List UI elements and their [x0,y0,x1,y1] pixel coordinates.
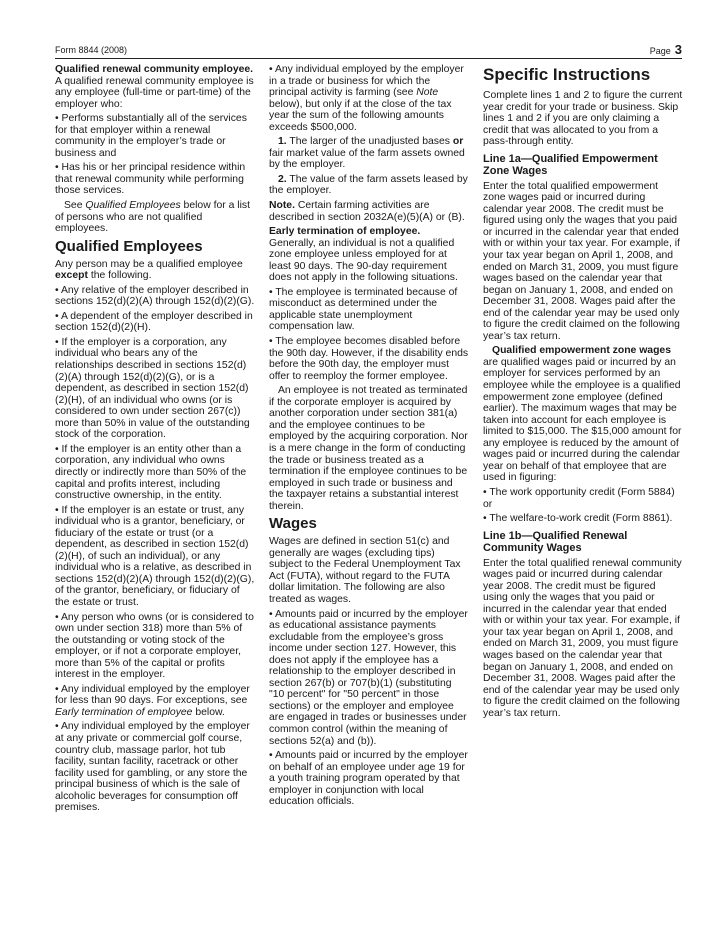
form-id: Form 8844 (2008) [55,45,128,55]
line-heading: Line 1a—Qualified Empowerment Zone Wages [483,152,658,178]
note: Note. Certain farming activities are described in section 2032A(e)(5)(A) or (B). [269,200,465,223]
bullet: • Amounts paid or incurred by the employer as educational assistance payments excludable from the employee’s gross income under section 127. However, this does not apply if the employee has a relationship to the employer described in section 267(b) or 707(b)(1) (substituting "10 percent" for "50 percent" in those sections) or the employer and employee are engaged in trades or businesses under common control (within the meaning of sections 52(a) and (b)). [269,608,468,747]
line-heading: Line 1b—Qualified Renewal Community Wages [483,529,628,555]
paragraph: Any person may be a qualified employee except the following. [55,258,243,282]
bullet: • Any individual employed by the employer for less than 90 days. For exceptions, see Early termination of employee below. [55,683,250,718]
section-heading: Specific Instructions [483,65,651,84]
section-heading: Qualified Employees [55,237,203,255]
paragraph: Wages are defined in section 51(c) and generally are wages (excluding tips) subject to the Federal Unemployment Tax Act (FUTA), without regard to the FUTA dollar limitation. The following are also treated as wages. [269,536,461,605]
paragraph: Enter the total qualified renewal community wages paid or incurred during calendar year 2008. The credit must be figured using only the wages that you paid or incurred in the calendar year that ended with or within your tax year. For example, if your tax year began on April 1, 2008, and ended on March 31, 2009, you must figure wages based on the calendar year that began on January 1, 2008, and ended on December 31, 2008. Wages paid after the end of the calendar year may be used only to figure the credit claimed on the following year’s tax return. [483,557,682,719]
paragraph: Early termination of employee. Generally, an individual is not a qualified zone employee unless employed for at least 90 days. The 90-day requirement does not apply in the following situations. [269,226,458,284]
bullet: • If the employer is an entity other than a corporation, any individual who owns directly or indirectly more than 50% of the capital and profits interest, including constructive ownership, in the entity. [55,443,247,502]
bullet: • The welfare-to-work credit (Form 8861). [483,513,673,525]
paragraph: An employee is not treated as terminated if the corporate employer is acquired by another corporation under section 381(a) and the employee continues to be employed by the acquiring corporation. Nor is a mere change in the form of conducting the trade or business treated as a termination if the employee continues to be employed in such trade or business and the taxpayer retains a substantial interest therein. [269,385,468,512]
bullet: • Any relative of the employer described in sections 152(d)(2)(A) through 152(d)(2)(G). [55,284,255,308]
bullet: • Any person who owns (or is considered to own under section 318) more than 5% of the outstanding or voting stock of the employer, or if not a corporate employer, more than 5% of the capital or profits interest in the employer. [55,611,254,681]
paragraph: Enter the total qualified empowerment zone wages paid or incurred during calendar year 2008. The credit must be figured using only the wages that you paid or incurred in the calendar year that ended with or within your tax year. For example, if your tax year began on April 1, 2008, and ended on March 31, 2009, you must figure wages based on the calendar year that began on January 1, 2008, and ended on December 31, 2008. Wages paid after the end of the calendar year may be used only to figure the credit claimed on the following year’s tax return. [483,180,680,342]
numbered-item: 2. The value of the farm assets leased by the employer. [269,173,468,197]
column-1 [55,64,255,817]
page-number: Page 3 [649,42,682,57]
bullet: • Performs substantially all of the services for that employer within a renewal community in the employer’s trade or business and [55,113,247,159]
section-heading: Wages [269,515,317,533]
page-header [55,42,682,58]
bullet: • The employee becomes disabled before the 90th day. However, if the disability ends before the 90th day, the employer must offer to reemploy the former employee. [269,336,469,382]
numbered-item: 1. The larger of the unadjusted bases or fair market value of the farm assets owned by the employer. [269,136,465,171]
paragraph: Qualified renewal community employee. A qualified renewal community employee is any employee (full-time or part-time) of the employer who: [55,64,254,110]
bullet: • Any individual employed by the employer in a trade or business for which the principal activity is farming (see Note below), but only if at the close of the tax year the sum of the following amounts exceeds $500,000. [269,64,464,133]
bullet: • The work opportunity credit (Form 5884) or [483,486,675,510]
bullet: • Any individual employed by the employer at any private or commercial golf course, country club, massage parlor, hot tub facility, suntan facility, racetrack or other facility used for gambling, or any store the principal business of which is the sale of alcoholic beverages for consumption off premises. [55,721,250,814]
bullet: • A dependent of the employer described in section 152(d)(2)(H). [55,310,253,334]
bullet: • If the employer is a corporation, any individual who bears any of the relationships described in sections 152(d)(2)(A) through 152(d)(2)(G), or is a dependent, as described in section 152(d)(2)(H), of an individual who owns (or is considered to own under section 267(c)) more than 50% in value of the outstanding stock of the corporation. [55,336,250,441]
bullet: • If the employer is an estate or trust, any individual who is a grantor, beneficiary, or fiduciary of the estate or trust (or a dependent, as described in section 152(d)(2)(H), of such an individual), or any individual who is a relative, as described in sections 152(d)(2)(A) through 152(d)(2)(G), of the grantor, beneficiary, or fiduciary of the estate or trust. [55,504,255,608]
bullet: • The employee is terminated because of misconduct as determined under the applicable state unemployment compensation law. [269,286,458,333]
header-rule [55,58,682,59]
bullet: • Amounts paid or incurred by the employer on behalf of an employee under age 19 for a youth training program operated by that employer in conjunction with local education officials. [269,750,468,808]
column-3 [483,64,683,722]
bullet: • Has his or her principal residence within that renewal community while performing those services. [55,162,246,197]
paragraph: See Qualified Employees below for a list of persons who are not qualified employees. [55,200,250,235]
paragraph: Qualified empowerment zone wages are qualified wages paid or incurred by an employer for services performed by an employee while the employee is a qualified empowerment zone employee (defined earlier). The maximum wages that may be taken into account for each employee is limited to $15,000. The $15,000 amount for any employee is reduced by the amount of wages paid or incurred during the calendar year on behalf of that employee that are used in figuring: [483,345,682,484]
paragraph: Complete lines 1 and 2 to figure the current year credit for your trade or business. Skip lines 1 and 2 if you are only claiming a credit that was allocated to you from a pass-through entity. [483,90,683,148]
column-2 [269,64,469,811]
